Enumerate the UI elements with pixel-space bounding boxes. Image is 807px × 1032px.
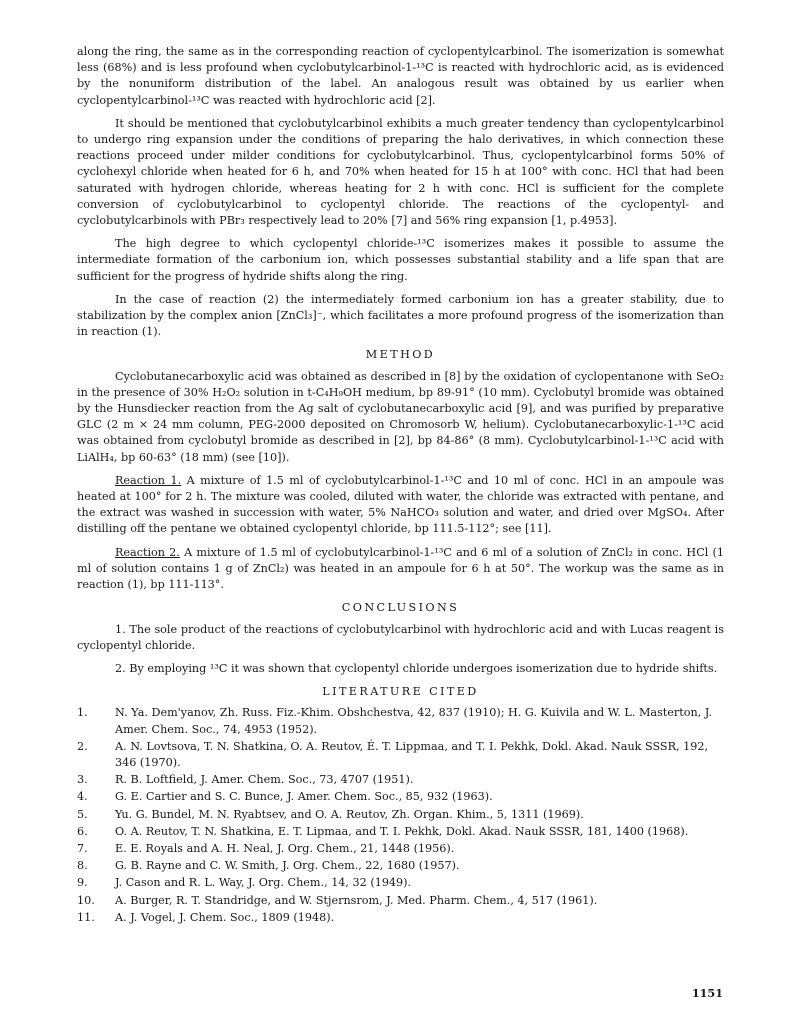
reference-number: 9.: [77, 876, 88, 890]
reference-text: E. E. Royals and A. H. Neal, J. Org. Chem., 21, 1448 (1956).: [115, 841, 455, 855]
reference-number: 6.: [77, 824, 88, 838]
reference-item: [77, 858, 724, 874]
reference-number: 7.: [77, 841, 88, 855]
reference-item: [77, 705, 724, 737]
conclusion-2: 2. By employing ¹³C it was shown that cyclopentyl chloride undergoes isomerization due to hydride shifts.: [115, 661, 718, 675]
reference-item: [77, 807, 724, 823]
method-paragraph: Cyclobutanecarboxylic acid was obtained as described in [8] by the oxidation of cyclopentanone with SeO₂ in the presence of 30% H₂O₂ solution in t-C₄H₉OH medium, bp 89-91° (10 mm). Cyclobutyl bromide was obtained by the Hunsdiecker reaction from the Ag salt of cyclobutanecarboxylic acid [9], and was purified by preparative GLC (2 m × 24 mm column, PEG-2000 deposited on Chromosorb W, helium). Cyclobutanecarboxylic-1-¹³C acid was obtained from cyclobutyl bromide as described in [2], bp 84-86° (8 mm). Cyclobutylcarbinol-1-¹³C acid with LiAlH₄, bp 60-63° (18 mm) (see [10]).: [77, 369, 724, 464]
reference-text: R. B. Loftfield, J. Amer. Chem. Soc., 73, 4707 (1951).: [115, 773, 414, 787]
reference-item: [77, 739, 724, 771]
conclusions-heading: CONCLUSIONS: [341, 601, 460, 615]
literature-heading: LITERATURE CITED: [322, 685, 479, 699]
reference-item: [77, 824, 724, 840]
page-number: 1151: [691, 986, 723, 1000]
reference-number: 11.: [77, 910, 95, 924]
reference-item: [77, 893, 724, 909]
reference-number: 1.: [77, 706, 88, 720]
reference-text: A. N. Lovtsova, T. N. Shatkina, O. A. Reutov, É. T. Lippmaa, and T. I. Pekhk, Dokl. Akad. Nauk SSSR, 192, 346 (1970).: [115, 739, 709, 769]
reaction-2-label: Reaction 2.: [115, 545, 180, 559]
reference-item: [77, 875, 724, 891]
reference-text: O. A. Reutov, T. N. Shatkina, E. T. Lipmaa, and T. I. Pekhk, Dokl. Akad. Nauk SSSR, 181, 1400 (1968).: [115, 824, 689, 838]
reaction-2-text: A mixture of 1.5 ml of cyclobutylcarbinol-1-¹³C and 6 ml of a solution of ZnCl₂ in conc. HCl (1 ml of solution contains 1 g of ZnCl₂) was heated in an ampoule for 6 h at 50°. The workup was the same as in reaction (1), bp 111-113°.: [77, 545, 725, 592]
reference-number: 2.: [77, 739, 88, 753]
method-heading: METHOD: [365, 348, 436, 362]
reference-number: 10.: [77, 893, 95, 907]
reference-number: 5.: [77, 807, 88, 821]
reference-list: [77, 705, 724, 926]
reference-number: 3.: [77, 773, 88, 787]
reference-text: N. Ya. Dem'yanov, Zh. Russ. Fiz.-Khim. Obshchestva, 42, 837 (1910); H. G. Kuivila and W. L. Masterton, J. Amer. Chem. Soc., 74, 4953 (1952).: [115, 706, 712, 736]
reference-item: [77, 910, 724, 926]
reaction-1-text: A mixture of 1.5 ml of cyclobutylcarbinol-1-¹³C and 10 ml of conc. HCl in an ampoule was heated at 100° for 2 h. The mixture was cooled, diluted with water, the chloride was extracted with pentane, and the extract was washed in succession with water, 5% NaHCO₃ solution and water, and dried over MgSO₄. After distilling off the pentane we obtained cyclopentyl chloride, bp 111.5-112°; see [11].: [77, 473, 724, 536]
reference-text: A. J. Vogel, J. Chem. Soc., 1809 (1948).: [115, 910, 335, 924]
reaction-2-paragraph: [77, 545, 724, 594]
reference-text: G. B. Rayne and C. W. Smith, J. Org. Chem., 22, 1680 (1957).: [115, 859, 460, 873]
reference-item: [77, 772, 724, 788]
conclusion-1: 1. The sole product of the reactions of cyclobutylcarbinol with hydrochloric acid and with Lucas reagent is cyclopentyl chloride.: [77, 622, 724, 652]
body-paragraph-2: It should be mentioned that cyclobutylcarbinol exhibits a much greater tendency than cyclopentylcarbinol to undergo ring expansion under the conditions of preparing the halo derivatives, in which connection these reactions proceed under milder conditions for cyclobutylcarbinol. Thus, cyclopentylcarbinol forms 50% of cyclohexyl chloride when heated for 6 h, and 70% when heated for 15 h at 100° with conc. HCl that had been saturated with hydrogen chloride, whereas heating for 2 h with conc. HCl is sufficient for the complete conversion of cyclobutylcarbinol to cyclopentyl chloride. The reactions of the cyclopentyl- and cyclobutylcarbinols with PBr₃ respectively lead to 20% [7] and 56% ring expansion [1, p.4953].: [77, 116, 724, 228]
body-paragraph-1: along the ring, the same as in the corresponding reaction of cyclopentylcarbinol. The isomerization is somewhat less (68%) and is less profound when cyclobutylcarbinol-1-¹³C is reacted with hydrochloric acid, as is evidenced by the nonuniform distribution of the label. An analogous result was obtained by us earlier when cyclopentylcarbinol-¹³C was reacted with hydrochloric acid [2].: [77, 45, 724, 107]
reference-number: 4.: [77, 790, 88, 804]
reaction-1-paragraph: [77, 473, 724, 538]
reference-item: [77, 841, 724, 857]
reference-text: J. Cason and R. L. Way, J. Org. Chem., 14, 32 (1949).: [115, 876, 412, 890]
reference-text: A. Burger, R. T. Standridge, and W. Stjernsrom, J. Med. Pharm. Chem., 4, 517 (1961).: [115, 893, 598, 907]
reference-number: 8.: [77, 859, 88, 873]
body-paragraph-4: In the case of reaction (2) the intermediately formed carbonium ion has a greater stability, due to stabilization by the complex anion [ZnCl₃]⁻, which facilitates a more profound progress of the isomerization than in reaction (1).: [77, 292, 724, 339]
reference-text: G. E. Cartier and S. C. Bunce, J. Amer. Chem. Soc., 85, 932 (1963).: [115, 790, 493, 804]
reference-item: [77, 789, 724, 805]
paper-page: [77, 44, 724, 927]
body-paragraph-3: The high degree to which cyclopentyl chloride-¹³C isomerizes makes it possible to assume the intermediate formation of the carbonium ion, which possesses substantial stability and a life span that are sufficient for the progress of hydride shifts along the ring.: [77, 237, 724, 283]
reference-text: Yu. G. Bundel, M. N. Ryabtsev, and O. A. Reutov, Zh. Organ. Khim., 5, 1311 (1969).: [115, 807, 584, 821]
reaction-1-label: Reaction 1.: [115, 473, 182, 487]
